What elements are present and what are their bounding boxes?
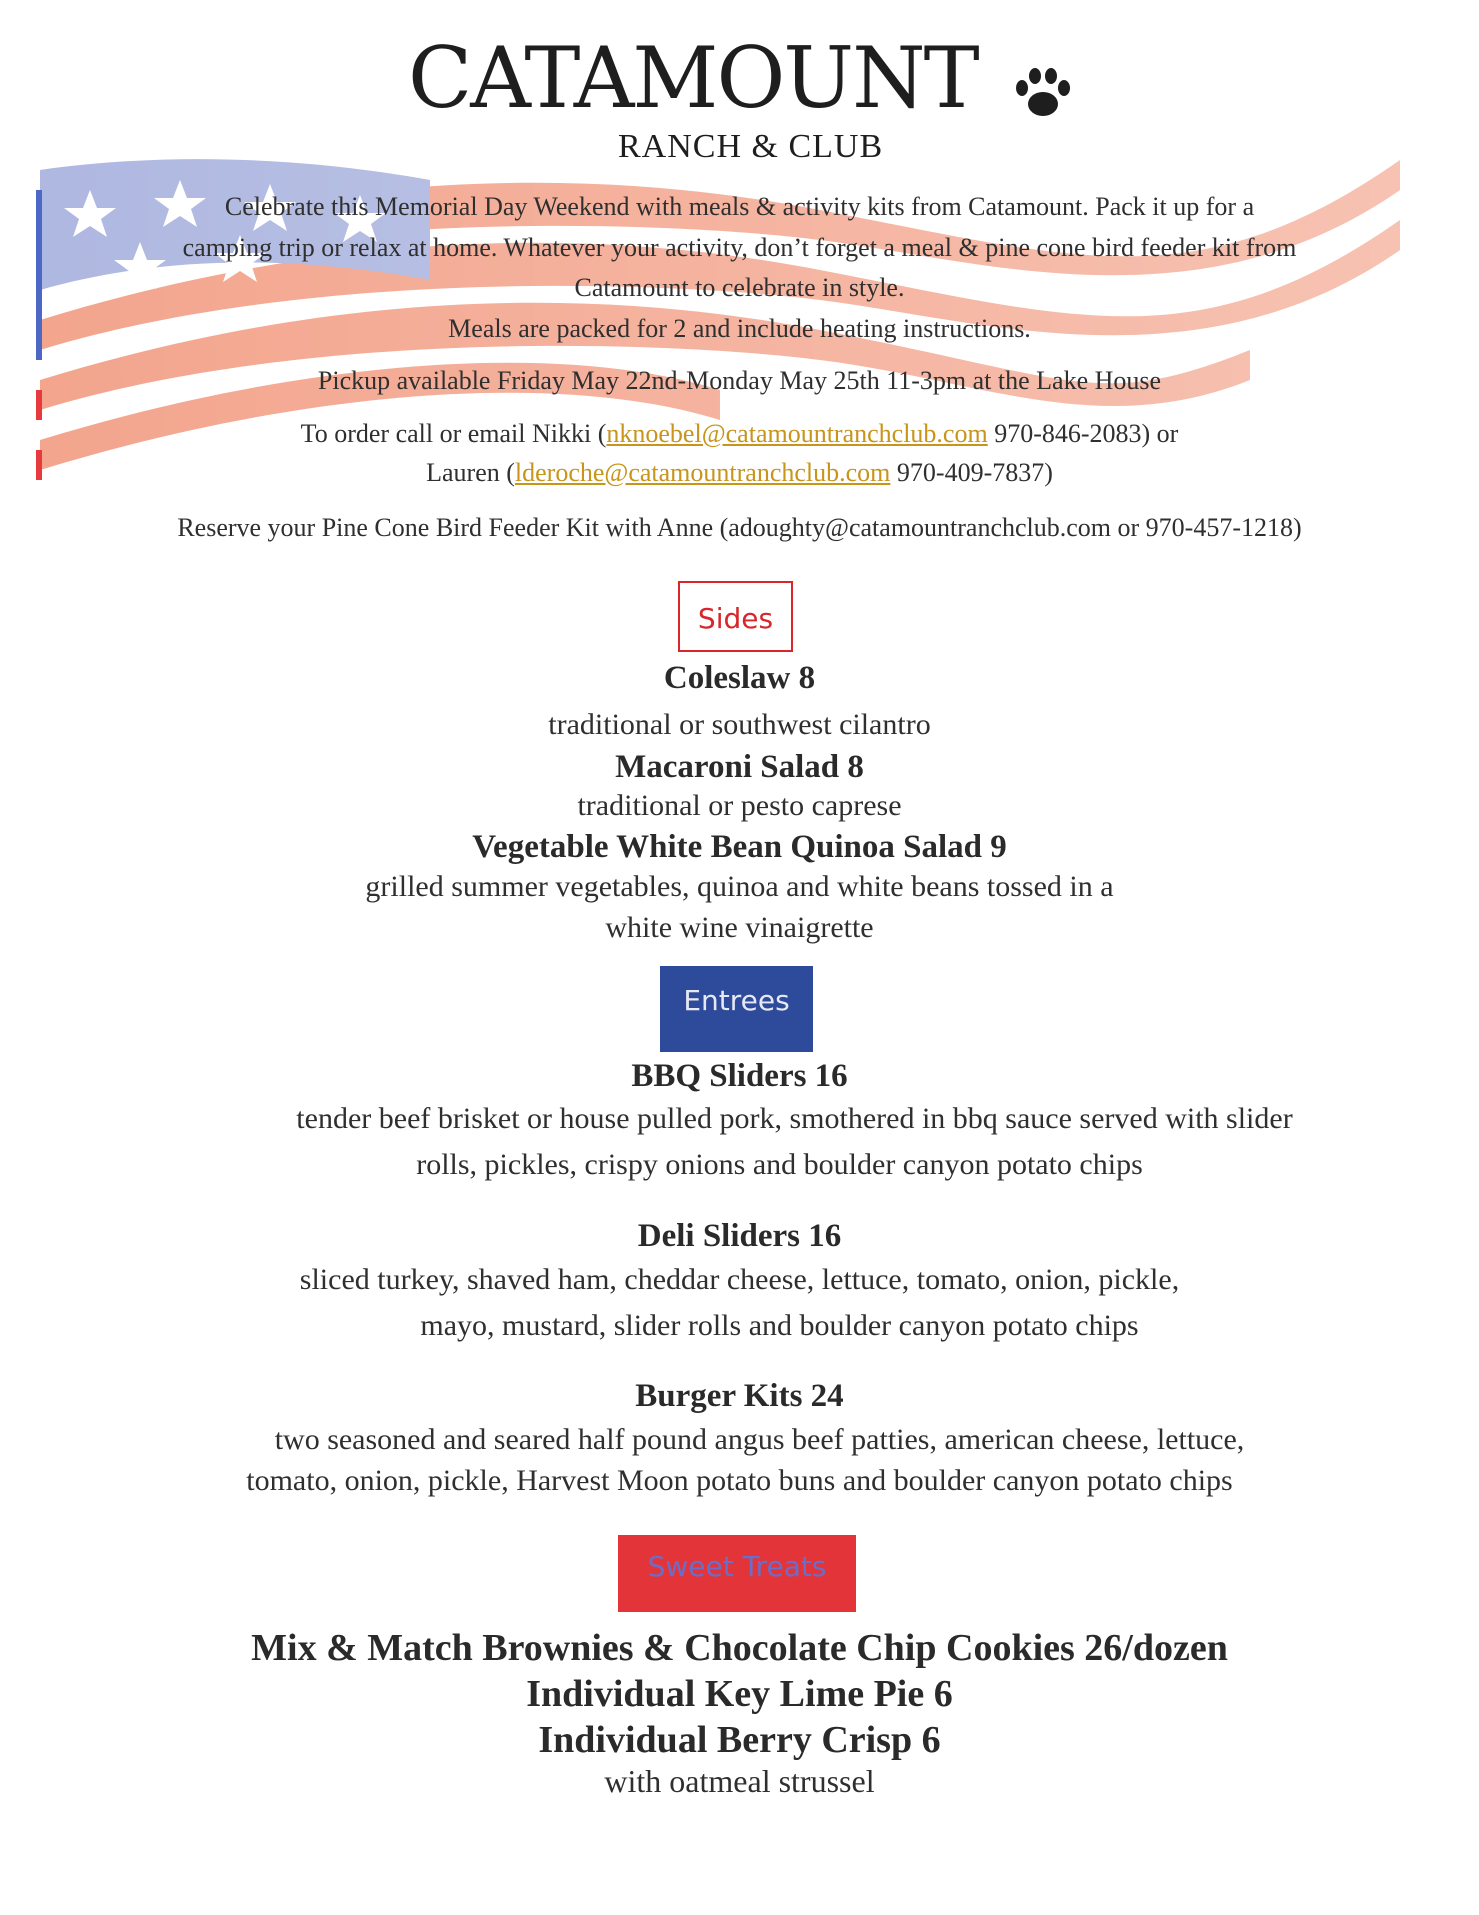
sweet-item: Mix & Match Brownies & Chocolate Chip Cookies 26/dozen — [251, 1627, 1228, 1669]
entree-desc: mayo, mustard, slider rolls and boulder canyon potato chips — [420, 1309, 1139, 1342]
sweet-note: with oatmeal strussel — [604, 1763, 875, 1799]
entree-desc: two seasoned and seared half pound angus beef patties, american cheese, lettuce, — [274, 1423, 1245, 1456]
section-tag-sweet-treats: Sweet Treats — [618, 1535, 856, 1612]
side-desc: grilled summer vegetables, quinoa and white beans tossed in a — [365, 870, 1114, 903]
entree-desc: rolls, pickles, crispy onions and boulder canyon potato chips — [416, 1148, 1143, 1181]
entree-desc: tender beef brisket or house pulled pork, smothered in bbq sauce served with slider — [296, 1102, 1293, 1135]
side-desc: white wine vinaigrette — [605, 911, 874, 944]
intro-line-3: Catamount to celebrate in style. — [574, 273, 905, 302]
order-line-lauren — [0, 458, 1479, 488]
sweet-item: Individual Key Lime Pie 6 — [526, 1673, 953, 1715]
intro-line-2: camping trip or relax at home. Whatever your activity, don’t forget a meal & pine cone bird feeder kit from — [182, 233, 1297, 262]
sweet-item: Individual Berry Crisp 6 — [538, 1719, 941, 1761]
section-tag-entrees: Entrees — [660, 966, 813, 1052]
entree-title: BBQ Sliders 16 — [631, 1058, 848, 1094]
order-prefix: To order call or email Nikki ( — [300, 419, 607, 448]
logo-wordmark: CATAMOUNT — [408, 29, 978, 127]
phone-nikki: 970-846-2083) or — [987, 419, 1179, 448]
pickup-info: Pickup available Friday May 22nd-Monday May 25th 11-3pm at the Lake House — [317, 366, 1162, 395]
side-desc: traditional or southwest cilantro — [548, 708, 931, 741]
section-tag-sides: Sides — [678, 581, 793, 652]
order-line-nikki — [0, 419, 1479, 449]
entree-desc: sliced turkey, shaved ham, cheddar cheese, lettuce, tomato, onion, pickle, — [299, 1263, 1180, 1296]
side-title: Coleslaw 8 — [663, 660, 816, 696]
entree-desc: tomato, onion, pickle, Harvest Moon potato buns and boulder canyon potato chips — [246, 1464, 1233, 1497]
side-title: Vegetable White Bean Quinoa Salad 9 — [472, 829, 1007, 865]
order-prefix-lauren: Lauren ( — [426, 458, 515, 487]
email-link-lauren[interactable]: lderoche@catamountranchclub.com — [514, 458, 891, 487]
side-desc: traditional or pesto caprese — [577, 789, 902, 822]
reserve-kit-info: Reserve your Pine Cone Bird Feeder Kit with Anne (adoughty@catamountranchclub.com or 970-457-1218) — [177, 513, 1302, 542]
phone-lauren: 970-409-7837) — [890, 458, 1053, 487]
intro-line-4: Meals are packed for 2 and include heating instructions. — [448, 314, 1031, 343]
entree-title: Burger Kits 24 — [635, 1378, 844, 1414]
intro-line-1: Celebrate this Memorial Day Weekend with meals & activity kits from Catamount. Pack it up for a — [224, 192, 1255, 221]
logo-subtitle: RANCH & CLUB — [618, 128, 884, 165]
entree-title: Deli Sliders 16 — [637, 1218, 842, 1254]
email-link-nikki[interactable]: nknoebel@catamountranchclub.com — [606, 419, 988, 448]
paw-icon — [1012, 66, 1074, 122]
side-title: Macaroni Salad 8 — [615, 749, 864, 785]
